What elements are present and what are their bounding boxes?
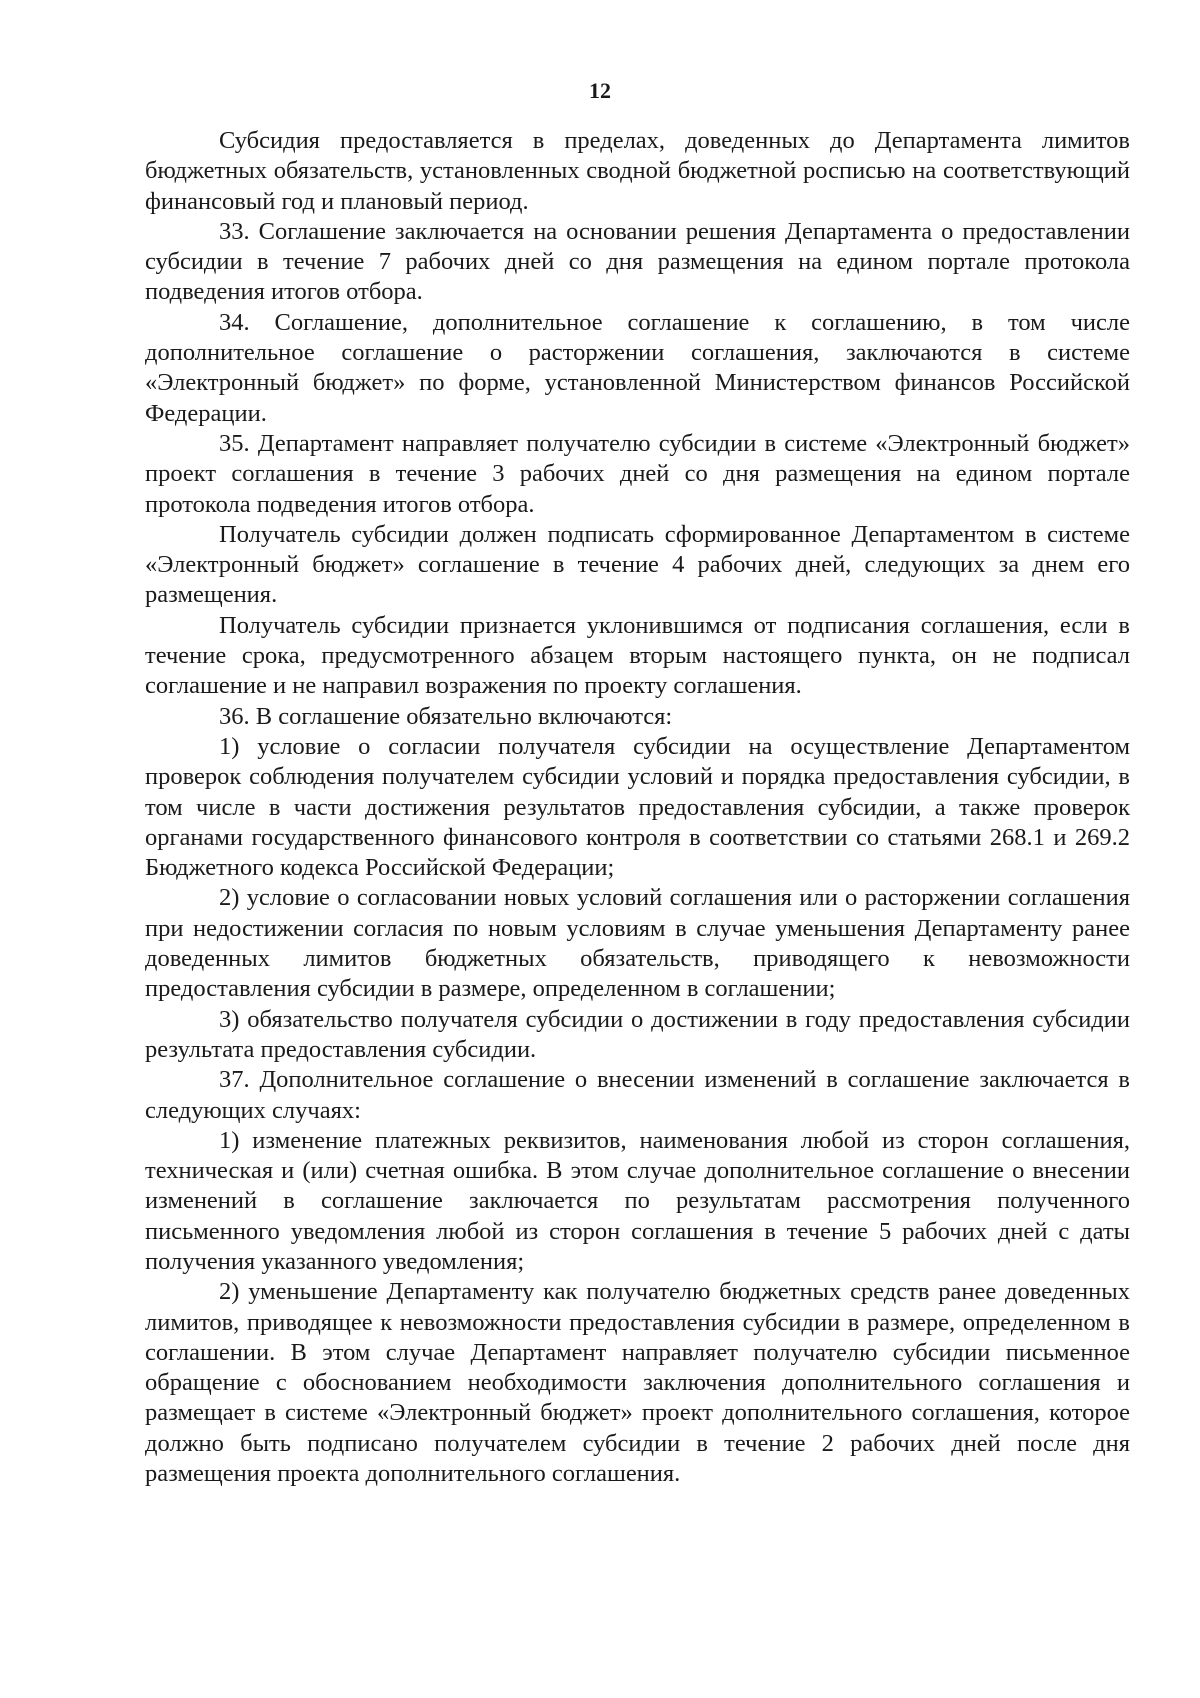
paragraph: 3) обязательство получателя субсидии о достижении в году предоставления субсидии результата предоставления субсидии.: [145, 1005, 1130, 1063]
paragraph: 37. Дополнительное соглашение о внесении изменений в соглашение заключается в следующих случаях:: [145, 1066, 1130, 1124]
page-number: 12: [589, 78, 611, 103]
paragraph: 35. Департамент направляет получателю субсидии в системе «Электронный бюджет» проект соглашения в течение 3 рабочих дней со дня размещения на едином портале протокола подведения итогов отбора.: [145, 429, 1130, 518]
paragraph: Субсидия предоставляется в пределах, доведенных до Департамента лимитов бюджетных обязательств, установленных сводной бюджетной росписью на соответствующий финансовый год и плановый период.: [145, 127, 1130, 215]
paragraph: Получатель субсидии признается уклонившимся от подписания соглашения, если в течение срока, предусмотренного абзацем вторым настоящего пункта, он не подписал соглашение и не направил возражения по проекту соглашения.: [145, 611, 1130, 700]
paragraph: 1) изменение платежных реквизитов, наименования любой из сторон соглашения, техническая и (или) счетная ошибка. В этом случае дополнительное соглашение о внесении изменений в соглашение заключается по результатам рассмотрения полученного письменного уведомления любой из сторон соглашения в течение 5 рабочих дней с даты получения указанного уведомления;: [145, 1126, 1130, 1275]
paragraph: 2) условие о согласовании новых условий соглашения или о расторжении соглашения при недостижении согласия по новым условиям в случае уменьшения Департаменту ранее доведенных лимитов бюджетных обязательств, приводящего к невозможности предоставления субсидии в размере, определенном в соглашении;: [145, 884, 1130, 1003]
paragraph: 36. В соглашение обязательно включаются:: [219, 702, 673, 730]
paragraph: Получатель субсидии должен подписать сформированное Департаментом в системе «Электронный бюджет» соглашение в течение 4 рабочих дней, следующих за днем его размещения.: [145, 520, 1130, 609]
paragraph: 34. Соглашение, дополнительное соглашение к соглашению, в том числе дополнительное соглашение о расторжении соглашения, заключаются в системе «Электронный бюджет» по форме, установленной Министерством финансов Российской Федерации.: [145, 308, 1130, 427]
paragraph: 1) условие о согласии получателя субсидии на осуществление Департаментом проверок соблюдения получателем субсидии условий и порядка предоставления субсидии, в том числе в части достижения результатов предоставления субсидии, а также проверок органами государственного финансового контроля в соответствии со статьями 268.1 и 269.2 Бюджетного кодекса Российской Федерации;: [145, 732, 1130, 882]
paragraph: 33. Соглашение заключается на основании решения Департамента о предоставлении субсидии в течение 7 рабочих дней со дня размещения на едином портале протокола подведения итогов отбора.: [145, 217, 1130, 306]
paragraph: 2) уменьшение Департаменту как получателю бюджетных средств ранее доведенных лимитов, приводящее к невозможности предоставления субсидии в размере, определенном в соглашении. В этом случае Департамент направляет получателю субсидии письменное обращение с обоснованием необходимости заключения дополнительного соглашения и размещает в системе «Электронный бюджет» проект дополнительного соглашения, которое должно быть подписано получателем субсидии в течение 2 рабочих дней после дня размещения проекта дополнительного соглашения.: [145, 1278, 1130, 1488]
document-body: [145, 126, 1130, 1489]
